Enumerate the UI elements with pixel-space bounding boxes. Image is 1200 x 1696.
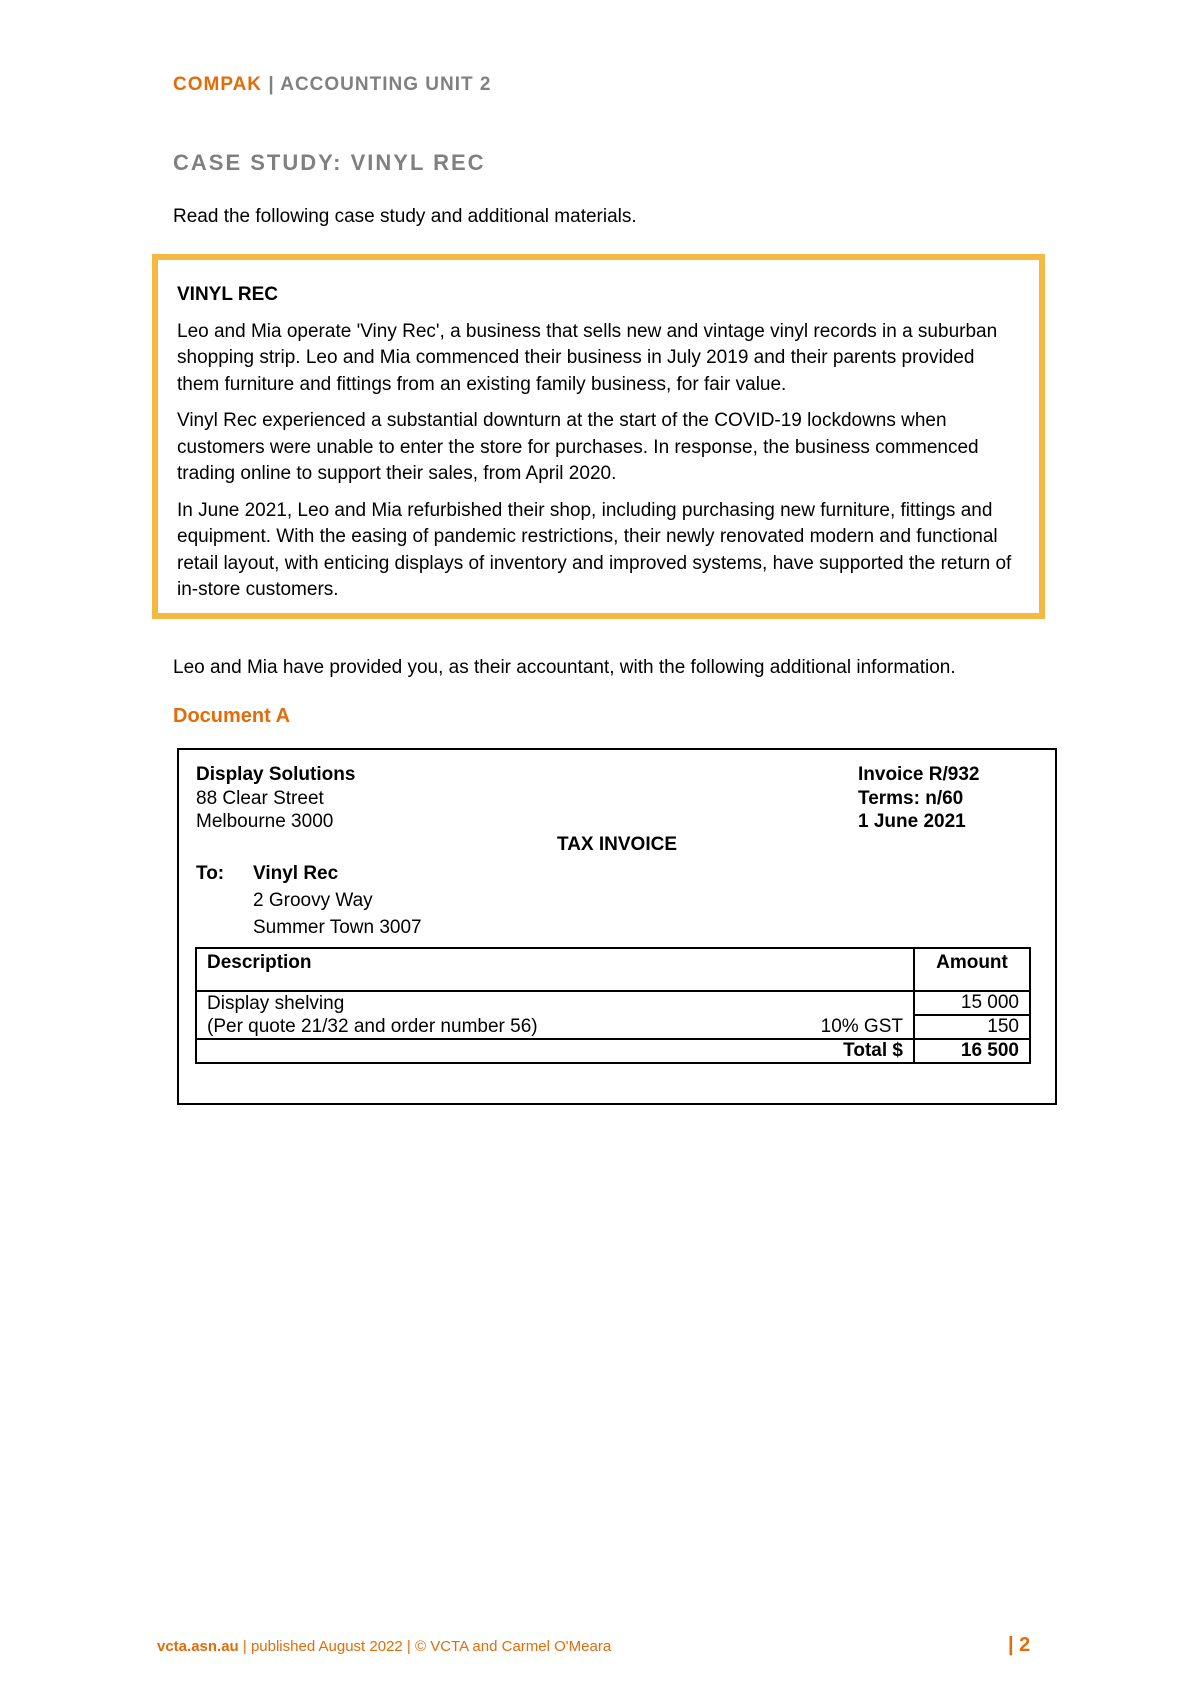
tax-invoice [177, 748, 1057, 1105]
total-label: Total $ [196, 1039, 914, 1063]
total-row [196, 1039, 1030, 1063]
invoice-recipient [196, 860, 422, 941]
gst-label: 10% GST [820, 1015, 903, 1037]
invoice-table [195, 947, 1031, 1064]
table-row [196, 1015, 1030, 1039]
invoice-number: Invoice R/932 [858, 764, 980, 785]
invoice-title: TAX INVOICE [557, 834, 677, 855]
supplier-name: Display Solutions [196, 764, 356, 785]
case-paragraph-3: In June 2021, Leo and Mia refurbished their shop, including purchasing new furniture, fittings and equipment. With the easing of pandemic restrictions, their newly renovated modern and functional retail layout, with enticing displays of inventory and improved systems, have supported the return of in-store customers. [177, 499, 1012, 600]
supplier-address-line-2: Melbourne 3000 [196, 811, 334, 832]
case-box-title: VINYL REC [177, 284, 279, 305]
total-amount: 16 500 [914, 1039, 1030, 1063]
invoice-date: 1 June 2021 [858, 811, 966, 832]
header-separator: | [262, 74, 281, 95]
invoice-meta [858, 763, 979, 834]
line2-description: (Per quote 21/32 and order number 56) [207, 1015, 538, 1037]
line1-description: Display shelving [196, 991, 914, 1015]
supplier-address-line-1: 88 Clear Street [196, 787, 324, 809]
page-header [173, 74, 491, 96]
footer-text: | published August 2022 | © VCTA and Carmel O'Meara [238, 1638, 612, 1655]
line2-cell [196, 1015, 914, 1039]
case-study-box [152, 254, 1045, 619]
invoice-terms: Terms: n/60 [858, 787, 964, 809]
intro-text: Read the following case study and additional materials. [173, 206, 637, 227]
document-heading: Document A [173, 705, 291, 727]
header-unit: ACCOUNTING UNIT 2 [280, 74, 492, 95]
line2-amount: 150 [914, 1015, 1030, 1039]
col-description: Description [196, 948, 914, 991]
recipient-address-line-2: Summer Town 3007 [253, 917, 422, 938]
case-paragraph-1: Leo and Mia operate 'Viny Rec', a business that sells new and vintage vinyl records in a suburban shopping strip. Leo and Mia commenced their business in July 2019 and their parents provided them furniture and fittings from an existing family business, for fair value. [177, 320, 998, 395]
case-study-title: CASE STUDY: VINYL REC [173, 150, 486, 175]
case-paragraph-2: Vinyl Rec experienced a substantial downturn at the start of the COVID-19 lockdowns when customers were unable to enter the store for purchases. In response, the business commenced trading online to support their sales, from April 2020. [177, 410, 979, 484]
recipient-address-line-1: 2 Groovy Way [253, 890, 373, 911]
line1-amount: 15 000 [914, 991, 1030, 1015]
invoice-supplier [196, 763, 355, 834]
table-row [196, 991, 1030, 1015]
to-label: To: [196, 863, 225, 884]
col-amount: Amount [914, 948, 1030, 991]
header-brand: COMPAK [173, 74, 263, 95]
provided-info-text: Leo and Mia have provided you, as their accountant, with the following additional information. [173, 657, 956, 678]
recipient-block [253, 860, 422, 941]
invoice-table-header [196, 948, 1030, 991]
footer-site-link[interactable]: vcta.asn.au [157, 1638, 239, 1655]
recipient-name: Vinyl Rec [253, 863, 339, 884]
page-number: | 2 [1008, 1634, 1031, 1656]
page-footer [157, 1638, 611, 1655]
